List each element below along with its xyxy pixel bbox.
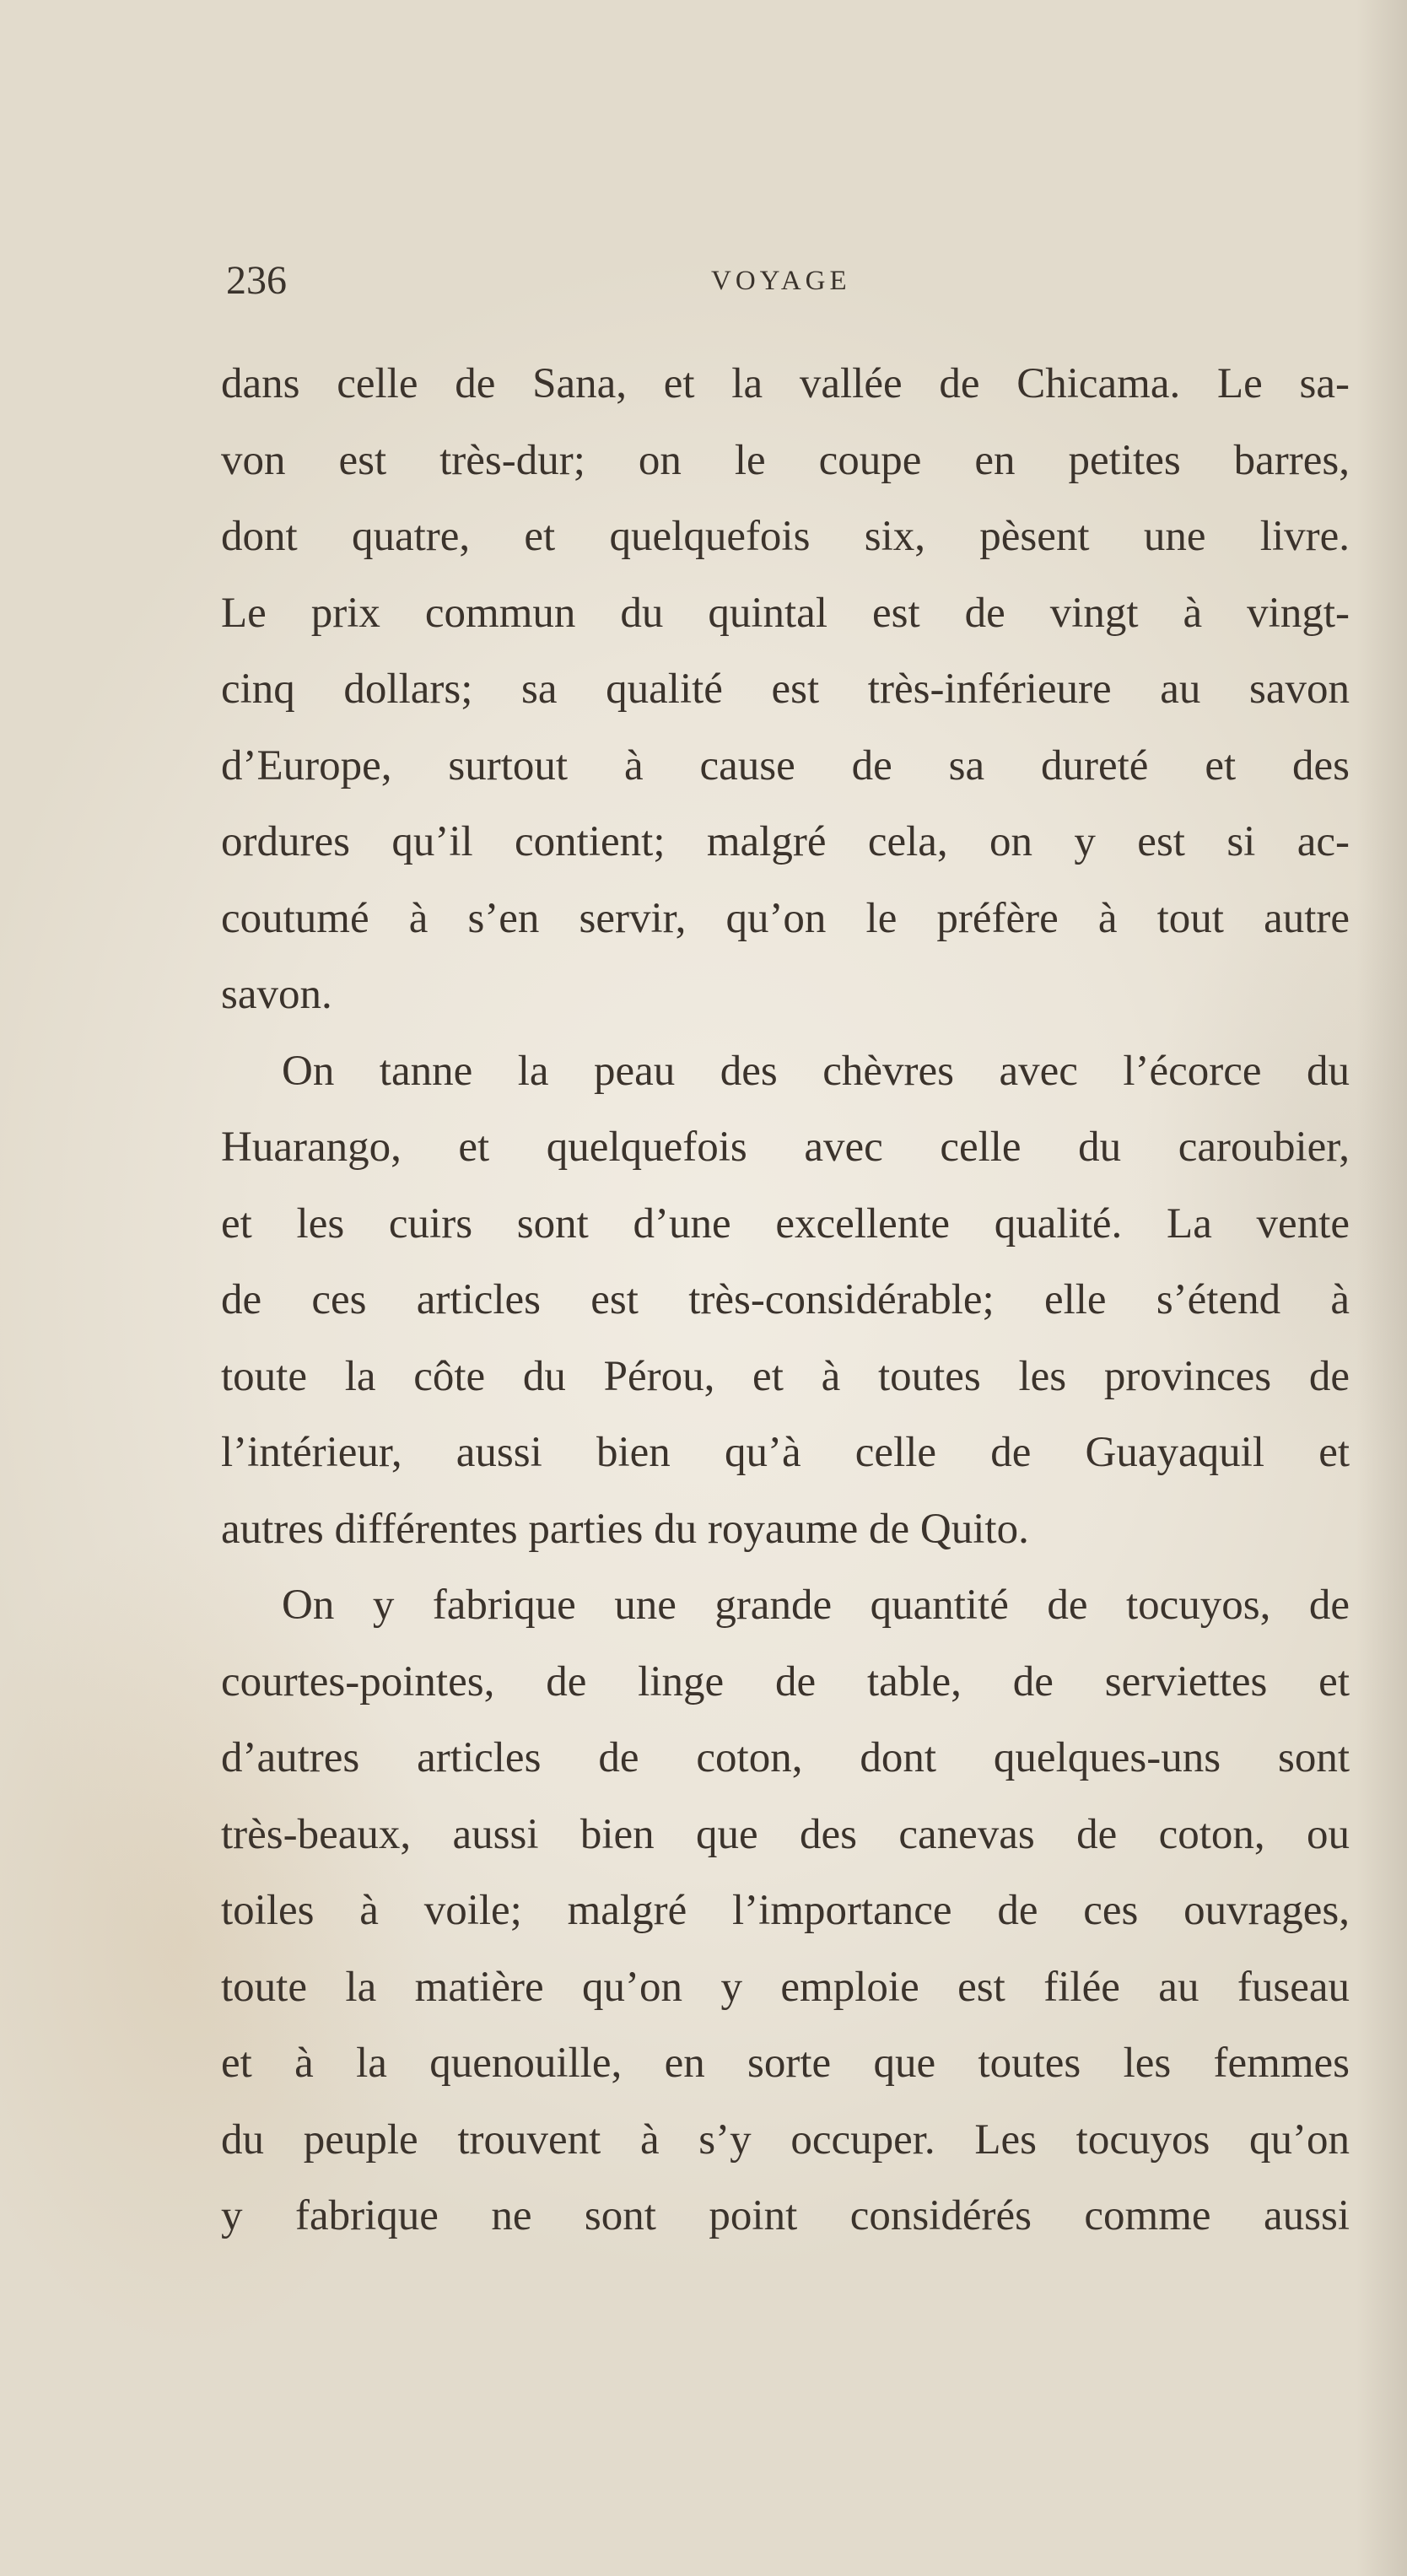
text-line: l’intérieur, aussi bien qu’à celle de Guayaquil et bbox=[221, 1429, 1350, 1476]
text-line: et à la quenouille, en sorte que toutes les femmes bbox=[221, 2040, 1350, 2087]
page-gutter-shadow bbox=[1356, 0, 1407, 2576]
text-line: toute la côte du Pérou, et à toutes les provinces de bbox=[221, 1352, 1350, 1400]
text-line: et les cuirs sont d’une excellente qualité. La vente bbox=[221, 1199, 1350, 1248]
text-line: y fabrique ne sont point considérés comme aussi bbox=[221, 2192, 1350, 2239]
text-line: dont quatre, et quelquefois six, pèsent une livre. bbox=[221, 513, 1350, 560]
text-line: coutumé à s’en servir, qu’on le préfère à tout autre bbox=[221, 894, 1350, 942]
text-line: toiles à voile; malgré l’importance de ces ouvrages, bbox=[221, 1887, 1350, 1934]
text-line: très-beaux, aussi bien que des canevas de coton, ou bbox=[221, 1810, 1350, 1858]
text-line: savon. bbox=[221, 971, 332, 1018]
text-line: von est très-dur; on le coupe en petites barres, bbox=[221, 436, 1350, 484]
text-line: dans celle de Sana, et la vallée de Chicama. Le sa- bbox=[221, 360, 1350, 407]
text-line: ordures qu’il contient; malgré cela, on y est si ac- bbox=[221, 818, 1350, 865]
text-line: Huarango, et quelquefois avec celle du caroubier, bbox=[221, 1124, 1350, 1171]
text-line: du peuple trouvent à s’y occuper. Les tocuyos qu’on bbox=[221, 2115, 1350, 2164]
text-line: courtes-pointes, de linge de table, de serviettes et bbox=[221, 1657, 1350, 1706]
text-line: On y fabrique une grande quantité de tocuyos, de bbox=[282, 1582, 1350, 1629]
text-line: d’autres articles de coton, dont quelques-uns sont bbox=[221, 1734, 1350, 1781]
page-number: 236 bbox=[226, 258, 287, 303]
paragraph-1 bbox=[221, 346, 1350, 1033]
body-text bbox=[221, 346, 1350, 2255]
paragraph-3 bbox=[221, 1567, 1350, 2255]
text-line: On tanne la peau des chèvres avec l’écorce du bbox=[282, 1047, 1350, 1095]
running-title: VOYAGE bbox=[711, 266, 851, 296]
text-line: d’Europe, surtout à cause de sa dureté et des bbox=[221, 741, 1350, 790]
page-header bbox=[226, 257, 1348, 308]
text-line: cinq dollars; sa qualité est très-inférieure au savon bbox=[221, 666, 1350, 713]
paragraph-2 bbox=[221, 1033, 1350, 1568]
text-line: toute la matière qu’on y emploie est filée au fuseau bbox=[221, 1963, 1350, 2011]
text-line: de ces articles est très-considérable; elle s’étend à bbox=[221, 1276, 1350, 1323]
text-line: autres différentes parties du royaume de Quito. bbox=[221, 1505, 1029, 1553]
text-line: Le prix commun du quintal est de vingt à vingt- bbox=[221, 589, 1350, 637]
